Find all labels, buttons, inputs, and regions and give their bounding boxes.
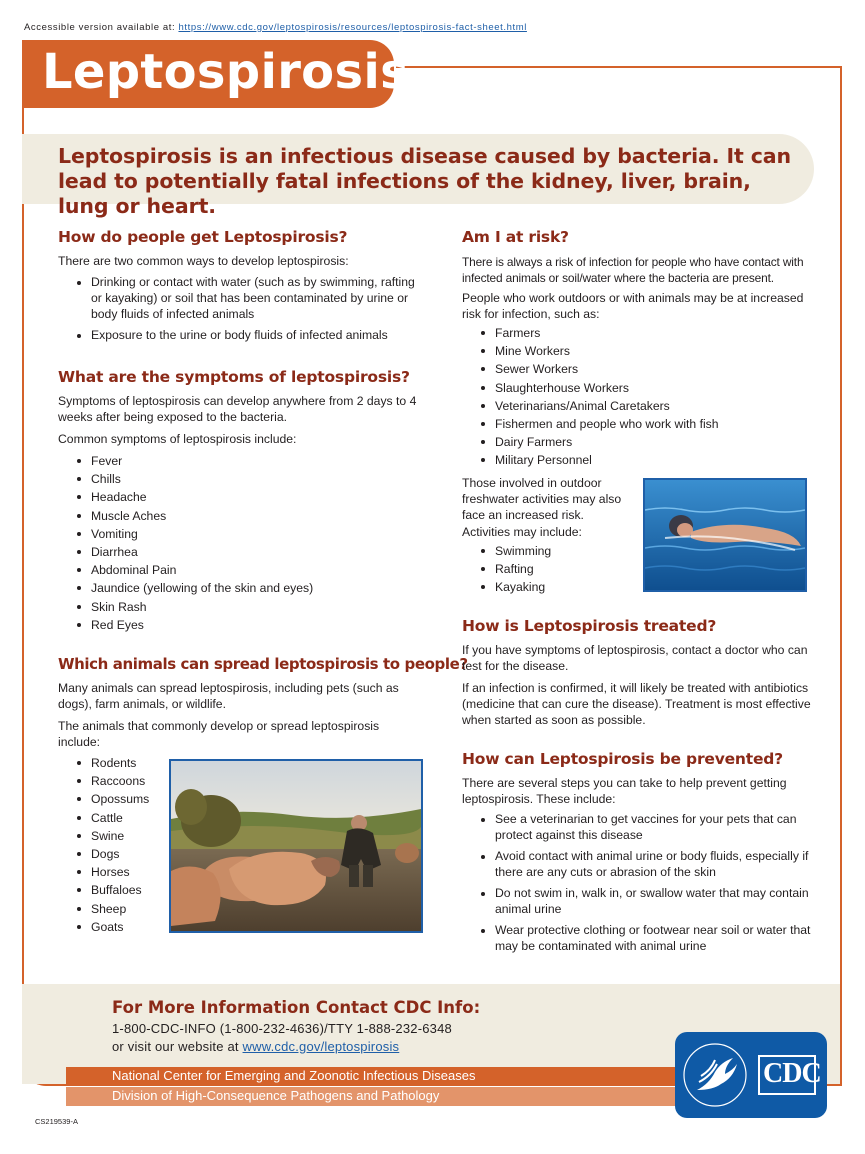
list-item: Rodents [58, 754, 178, 772]
footer-website-link[interactable]: www.cdc.gov/leptospirosis [242, 1039, 400, 1054]
list-item: Wear protective clothing or footwear near soil or water that may be contaminated with animal urine [462, 922, 812, 954]
symptoms-list [58, 452, 428, 634]
heading-risk: Am I at risk? [462, 228, 569, 246]
list-item: Sheep [58, 900, 178, 918]
how-intro: There are two common ways to develop leptospirosis: [58, 254, 349, 268]
accessible-version-note [24, 22, 527, 33]
list-item: Dogs [58, 845, 178, 863]
pig-farm-illustration [171, 761, 421, 931]
list-item: Headache [58, 488, 428, 506]
list-item: Chills [58, 470, 428, 488]
accessible-version-link[interactable]: https://www.cdc.gov/leptospirosis/resources/leptospirosis-fact-sheet.html [178, 22, 527, 33]
animals-p2: The animals that commonly develop or spread leptospirosis include: [58, 719, 380, 750]
list-item: Diarrhea [58, 543, 428, 561]
heading-prevented: How can Leptospirosis be prevented? [462, 750, 783, 768]
risk-list [462, 324, 812, 470]
list-item: Military Personnel [462, 451, 812, 469]
animals-p1: Many animals can spread leptospirosis, including pets (such as dogs), farm animals, or wildlife. [58, 681, 399, 712]
activities-list [462, 542, 632, 597]
list-item: Goats [58, 918, 178, 936]
list-item: Abdominal Pain [58, 561, 428, 579]
list-item: Red Eyes [58, 616, 428, 634]
list-item: Sewer Workers [462, 360, 812, 378]
center-name: National Center for Emerging and Zoonotic Infectious Diseases [112, 1068, 476, 1083]
list-item: Fever [58, 452, 428, 470]
heading-how-get: How do people get Leptospirosis? [58, 228, 348, 246]
list-item: Cattle [58, 809, 178, 827]
banner-text: Leptospirosis is an infectious disease caused by bacteria. It can lead to potentially fatal infections of the kidney, liver, brain, lung or heart. [58, 144, 792, 218]
list-item: Raccoons [58, 772, 178, 790]
treated-p2: If an infection is confirmed, it will likely be treated with antibiotics (medicine that can cure the disease). Treatment is most effective when started as soon as possible. [462, 681, 811, 728]
footer-visit-prefix: or visit our website at [112, 1039, 239, 1054]
intro-banner [22, 134, 814, 218]
list-item: Swimming [462, 542, 632, 560]
footer-visit [112, 1039, 399, 1054]
cdc-logo-badge [675, 1032, 827, 1118]
list-item: Horses [58, 863, 178, 881]
list-item: Exposure to the urine or body fluids of infected animals [58, 327, 428, 343]
list-item: Veterinarians/Animal Caretakers [462, 397, 812, 415]
list-item: Rafting [462, 560, 632, 578]
heading-symptoms: What are the symptoms of leptospirosis? [58, 368, 410, 386]
footer-title: For More Information Contact CDC Info: [112, 998, 481, 1017]
list-item: Vomiting [58, 525, 428, 543]
cdc-logo-text: CDC [763, 1058, 821, 1089]
list-item: Farmers [462, 324, 812, 342]
list-item: Swine [58, 827, 178, 845]
risk-p2: People who work outdoors or with animals may be at increased risk for infection, such as: [462, 291, 804, 322]
footer-phone: 1-800-CDC-INFO (1-800-232-4636)/TTY 1-888-232-6348 [112, 1021, 452, 1036]
list-item: Mine Workers [462, 342, 812, 360]
symptoms-p1: Symptoms of leptospirosis can develop anywhere from 2 days to 4 weeks after being exposed to the bacteria. [58, 394, 417, 425]
risk-p1: There is always a risk of infection for people who have contact with infected animals or soil/water where the bacteria are present. [462, 255, 804, 286]
list-item: Fishermen and people who work with fish [462, 415, 812, 433]
list-item: Jaundice (yellowing of the skin and eyes) [58, 579, 428, 597]
title-tab [22, 40, 409, 108]
heading-treated: How is Leptospirosis treated? [462, 617, 717, 635]
swimmer-photo [643, 478, 807, 592]
heading-animals: Which animals can spread leptospirosis to people? [58, 655, 468, 673]
pig-farm-photo [169, 759, 423, 933]
frame-top-rule [396, 66, 842, 68]
list-item: Slaughterhouse Workers [462, 379, 812, 397]
list-item: Dairy Farmers [462, 433, 812, 451]
list-item: Do not swim in, walk in, or swallow water that may contain animal urine [462, 885, 812, 917]
how-list [58, 274, 428, 348]
prevented-p1: There are several steps you can take to help prevent getting leptospirosis. These include: [462, 776, 787, 807]
animals-list [58, 754, 178, 936]
prevented-list [462, 811, 812, 959]
list-item: Buffaloes [58, 881, 178, 899]
list-item: Drinking or contact with water (such as by swimming, rafting or kayaking) or soil that has been contaminated by urine or body fluids of infected animals [58, 274, 428, 323]
list-item: Kayaking [462, 578, 632, 596]
list-item: Avoid contact with animal urine or body fluids, especially if there are any cuts or abrasion of the skin [462, 848, 812, 880]
list-item: Opossums [58, 790, 178, 808]
accessible-label: Accessible version available at: [24, 22, 176, 33]
treated-p1: If you have symptoms of leptospirosis, contact a doctor who can test for the disease. [462, 643, 808, 674]
symptoms-p2: Common symptoms of leptospirosis include: [58, 432, 297, 446]
swimmer-illustration [645, 480, 805, 590]
list-item: Muscle Aches [58, 507, 428, 525]
risk-p3: Those involved in outdoor freshwater activities may also face an increased risk. Activities may include: [462, 476, 622, 539]
list-item: Skin Rash [58, 598, 428, 616]
document-id: CS219539-A [35, 1117, 78, 1126]
division-name: Division of High-Consequence Pathogens and Pathology [112, 1088, 440, 1103]
list-item: See a veterinarian to get vaccines for your pets that can protect against this disease [462, 811, 812, 843]
page-title: Leptospirosis [42, 44, 409, 100]
